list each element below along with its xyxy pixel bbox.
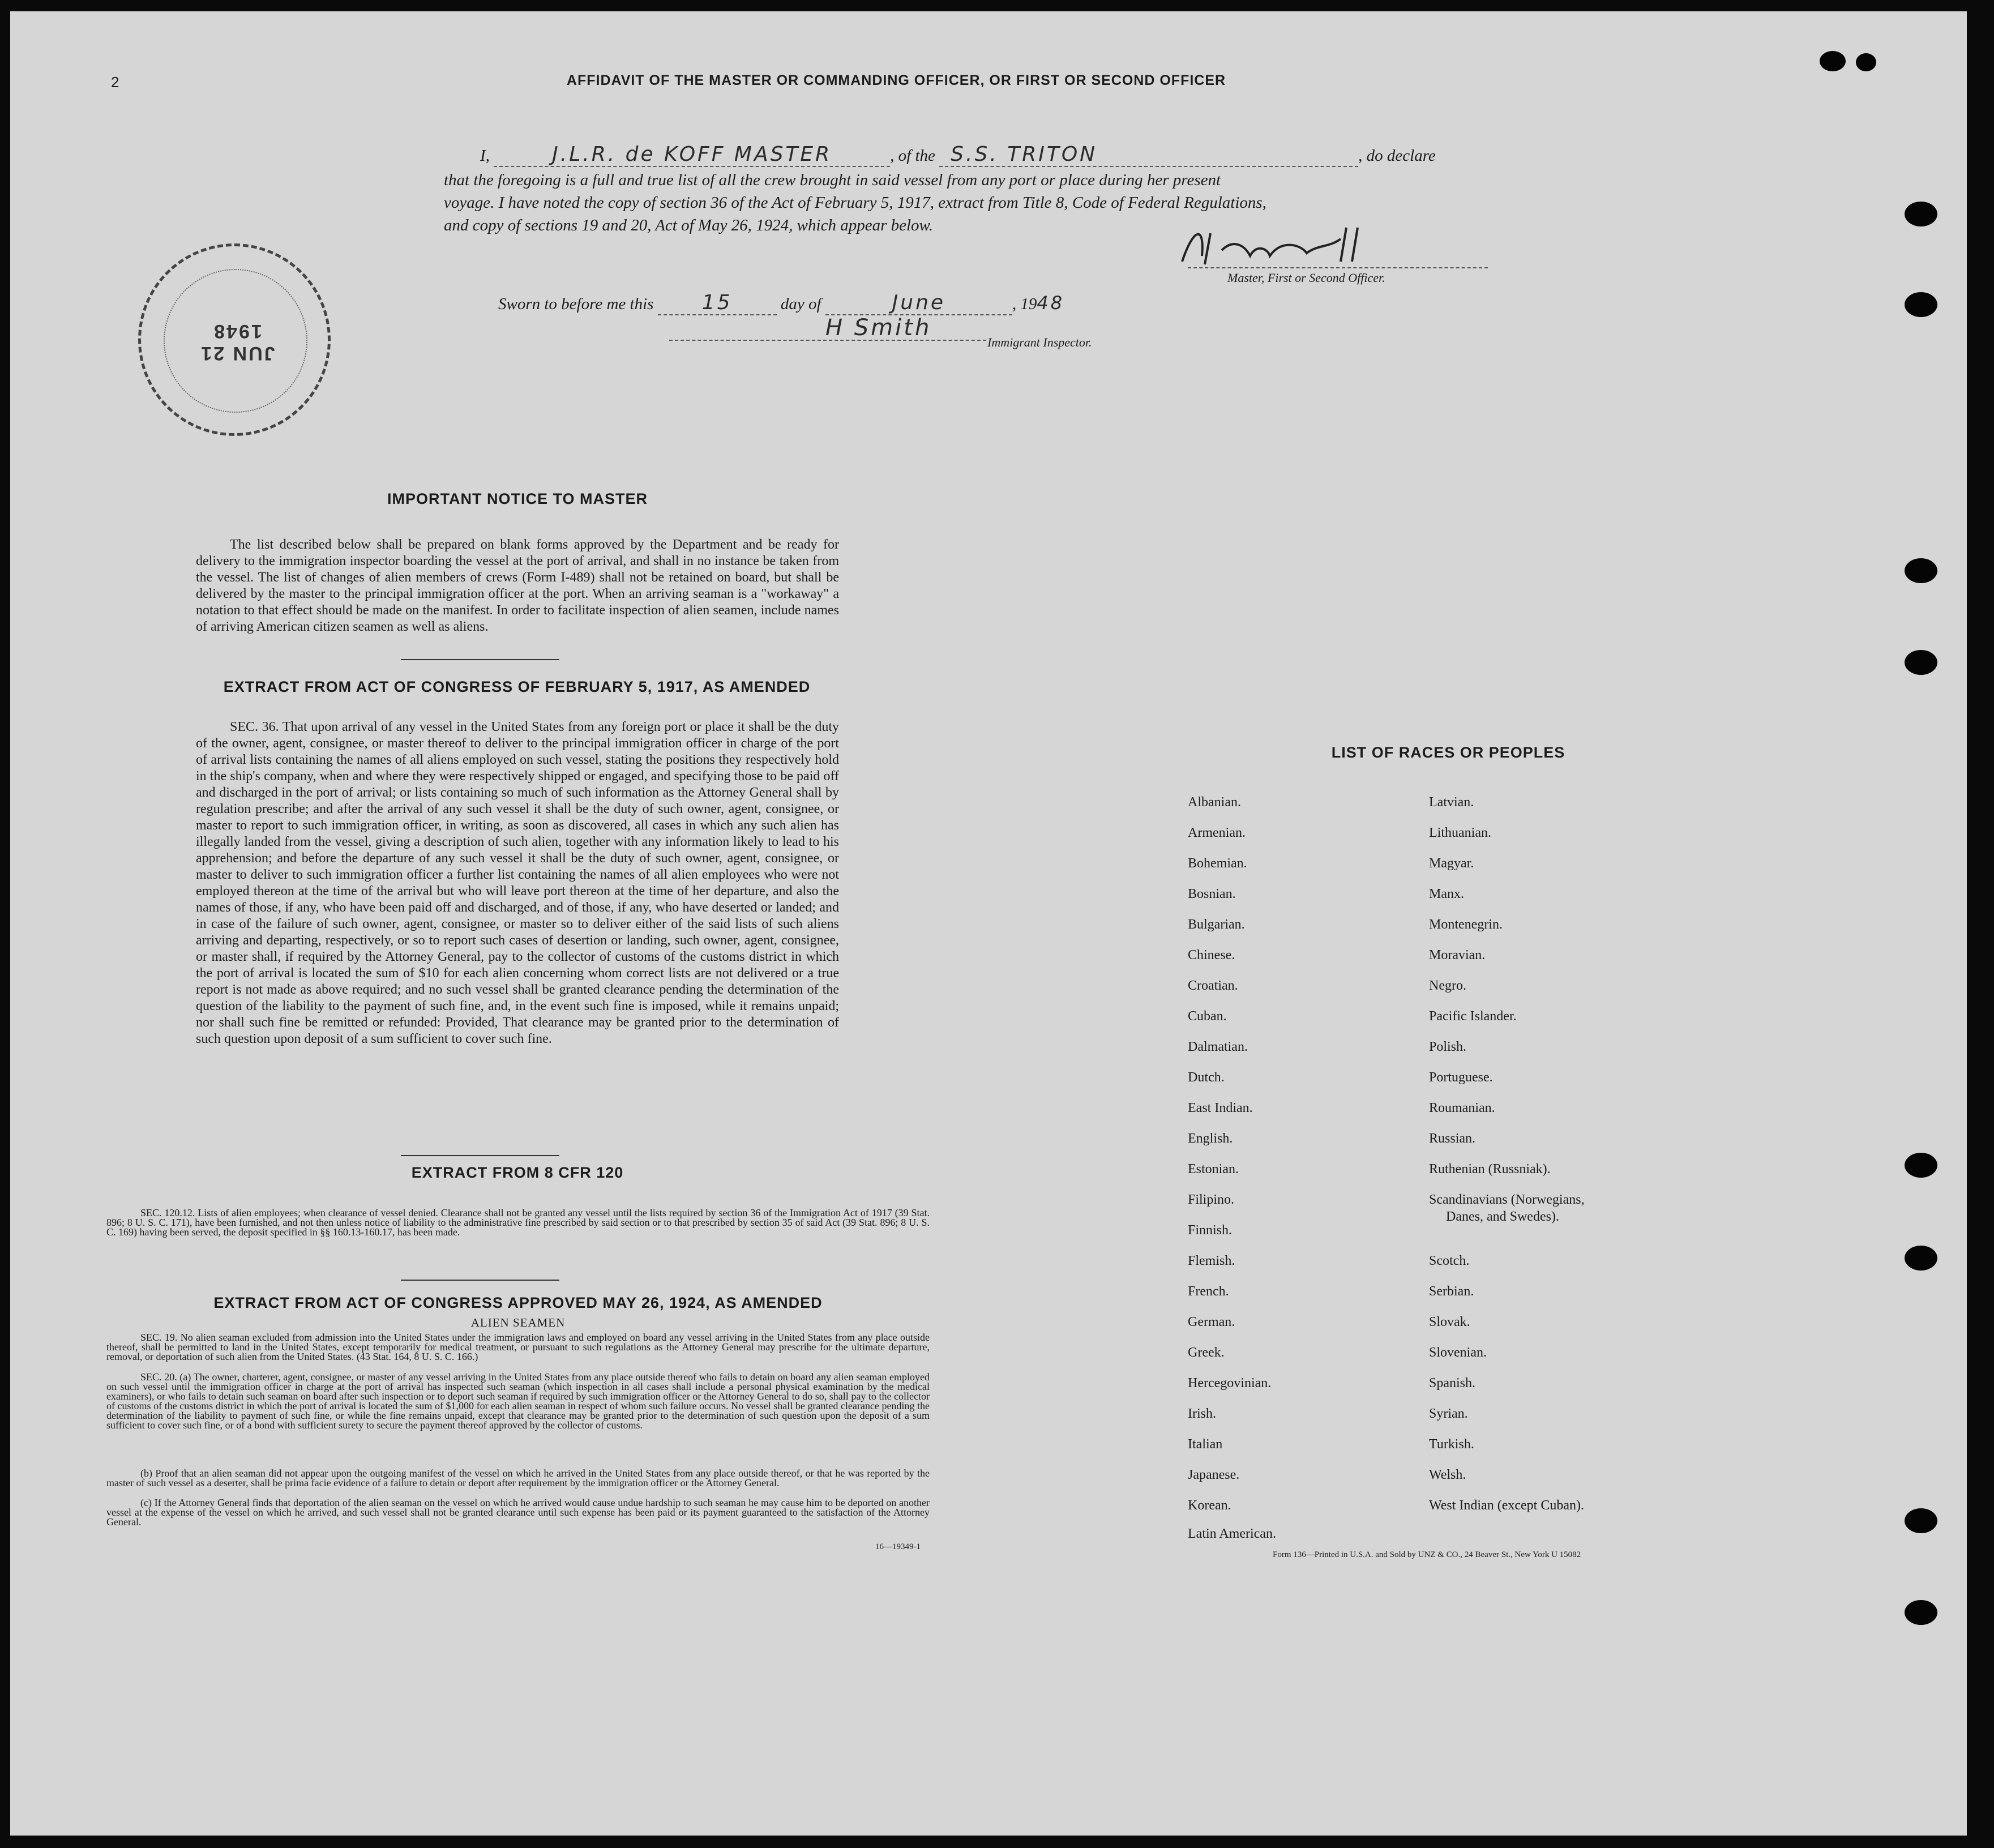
race-item: Flemish.: [1188, 1254, 1235, 1268]
race-item: Croatian.: [1188, 978, 1238, 993]
race-item: West Indian (except Cuban).: [1429, 1498, 1584, 1513]
race-item: Turkish.: [1429, 1437, 1474, 1452]
race-item: Greek.: [1188, 1345, 1225, 1360]
sworn-year: 48: [1037, 292, 1065, 314]
extract-1924-sec20b: (b) Proof that an alien seaman did not appear upon the outgoing manifest of the vessel on which he arrived in the United States from any place outside thereof, or that he was reported by the master of such vessel as a deserter, shall be prima facie evidence of a failure to detain or deport after requirement by the immigration officer or the Attorney General.: [106, 1468, 930, 1488]
race-item: Ruthenian (Russniak).: [1429, 1162, 1551, 1177]
race-item: Portuguese.: [1429, 1070, 1493, 1085]
document-page: [10, 11, 1967, 1836]
divider: [401, 659, 559, 660]
race-item: Slovak.: [1429, 1315, 1470, 1329]
master-signature-line: [1188, 267, 1488, 268]
sworn-line: [498, 291, 1064, 315]
race-item: Danes, and Swedes).: [1446, 1209, 1559, 1224]
year-prefix: , 19: [1012, 295, 1037, 313]
race-item: Korean.: [1188, 1498, 1231, 1513]
race-item: East Indian.: [1188, 1101, 1253, 1115]
race-item: French.: [1188, 1284, 1229, 1299]
punch-hole: [1820, 51, 1846, 71]
race-item: Spanish.: [1429, 1376, 1476, 1391]
races-heading: LIST OF RACES OR PEOPLES: [1331, 744, 1565, 761]
sworn-month: June: [892, 291, 946, 314]
race-item: Welsh.: [1429, 1468, 1466, 1482]
race-item: Scotch.: [1429, 1254, 1470, 1268]
master-signature-caption: Master, First or Second Officer.: [1227, 271, 1385, 285]
extract-1924-sec20a: SEC. 20. (a) The owner, charterer, agent, consignee, or master of any vessel arriving in the United States from any place outside thereof who fails to detain on board any alien seaman employed on such vessel until the immigration officer in charge at the port of arrival has inspected such seaman (which inspection in all cases shall include a personal physical examination by the medical examiners), or who fails to detain such seaman on board after such inspection or to deport such seaman if required by such immigration officer or the Attorney General to do so, shall pay to the collector of customs of the customs district in which the port of arrival is located the sum of $1,000 for each alien seaman in respect of whom such failure occurs. No vessel shall be granted clearance pending the determination of the liability to payment of such fine, or while the fine remains unpaid, except that clearance may be granted prior to the determination of such question upon the deposit of a sum sufficient to cover such fine, or of a bond with sufficient surety to secure the payment thereof approved by the collector of customs.: [106, 1371, 930, 1431]
race-item: Montenegrin.: [1429, 917, 1503, 932]
master-signature: [1171, 222, 1409, 273]
race-item: Finnish.: [1188, 1223, 1233, 1238]
extract-cfr-text: SEC. 120.12. Lists of alien employees; when clearance of vessel denied. Clearance shall not be granted any vessel until the lists required by section 36 of the Immigration Act of 1917 (39 Stat. 896; 8 U. S. C. 171), have been furnished, and not then unless notice of liability to the administrative fine prescribed by said section or to that prescribed by section 35 of said Act (39 Stat. 896; 8 U. S. C. 169) having been served, the deposit specified in §§ 160.13-160.17, has been made.: [106, 1207, 930, 1238]
race-item: Irish.: [1188, 1406, 1216, 1421]
race-item: Manx.: [1429, 887, 1464, 901]
notice-heading: IMPORTANT NOTICE TO MASTER: [387, 490, 648, 507]
punch-hole: [1905, 650, 1937, 675]
race-item: Moravian.: [1429, 948, 1486, 962]
extract-1917-heading: EXTRACT FROM ACT OF CONGRESS OF FEBRUARY 5, 1917, AS AMENDED: [223, 678, 811, 695]
race-item: Armenian.: [1188, 825, 1246, 840]
race-item: Hercegovinian.: [1188, 1376, 1272, 1391]
sworn-label: Sworn to before me this: [498, 295, 654, 313]
punch-hole: [1905, 1153, 1937, 1178]
declaration-body-line-2: voyage. I have noted the copy of section 36 of the Act of February 5, 1917, extract from Title 8, Code of Federal Regulations,: [444, 194, 1266, 212]
race-item: Bohemian.: [1188, 856, 1247, 871]
declaration-body-line-1: that the foregoing is a full and true list of all the crew brought in said vessel from any port or place during her present: [444, 171, 1221, 189]
master-name: J.L.R. de KOFF MASTER: [552, 143, 832, 166]
race-item: Chinese.: [1188, 948, 1235, 962]
document-title: AFFIDAVIT OF THE MASTER OR COMMANDING OFFICER, OR FIRST OR SECOND OFFICER: [566, 72, 1226, 88]
race-item: Polish.: [1429, 1040, 1467, 1054]
vessel-name: S.S. TRITON: [951, 143, 1098, 166]
race-item: Scandinavians (Norwegians,: [1429, 1192, 1585, 1207]
stamp-date: JUN 21 1948: [199, 320, 275, 364]
date-stamp: [138, 243, 331, 436]
race-item: Syrian.: [1429, 1406, 1468, 1421]
punch-hole: [1905, 1508, 1937, 1533]
do-declare-label: , do declare: [1358, 147, 1436, 165]
race-item: Lithuanian.: [1429, 825, 1491, 840]
of-the-label: , of the: [890, 147, 935, 165]
race-item: Serbian.: [1429, 1284, 1474, 1299]
punch-hole: [1905, 292, 1937, 317]
race-item: Slovenian.: [1429, 1345, 1487, 1360]
divider: [401, 1155, 559, 1156]
extract-1924-sec20c: (c) If the Attorney General finds that deportation of the alien seaman on the vessel on which he arrived would cause undue hardship to such seaman he may cause him to be deported on another vessel at the expense of the vessel on which he arrived, and such vessel shall not be granted clearance until such expense has been paid or its payment guaranteed to the satisfaction of the Attorney General.: [106, 1497, 930, 1528]
punch-hole: [1905, 202, 1937, 226]
sworn-day-field: [658, 291, 777, 315]
race-item: Roumanian.: [1429, 1101, 1495, 1115]
extract-1924-subheading: ALIEN SEAMEN: [470, 1316, 566, 1329]
declaration-line: [480, 143, 1522, 167]
race-item: Pacific Islander.: [1429, 1009, 1517, 1024]
inspector-caption: Immigrant Inspector.: [987, 335, 1092, 349]
races-left-column: [1188, 795, 1403, 1555]
race-item: Bosnian.: [1188, 887, 1236, 901]
race-item: English.: [1188, 1131, 1233, 1146]
extract-1924-heading: EXTRACT FROM ACT OF CONGRESS APPROVED MAY 26, 1924, AS AMENDED: [213, 1294, 823, 1311]
punch-hole: [1905, 1600, 1937, 1625]
master-name-field: [494, 143, 890, 167]
form-code: 16—19349-1: [875, 1542, 921, 1551]
races-right-column: [1429, 795, 1689, 1529]
race-item: Russian.: [1429, 1131, 1476, 1146]
race-item: Magyar.: [1429, 856, 1474, 871]
race-item: Italian: [1188, 1437, 1223, 1452]
punch-hole: [1856, 53, 1876, 71]
race-item: Cuban.: [1188, 1009, 1227, 1024]
day-of-label: day of: [780, 295, 821, 313]
i-label: I,: [480, 147, 490, 165]
extract-1917-text: SEC. 36. That upon arrival of any vessel in the United States from any foreign port or place it shall be the duty of the owner, agent, consignee, or master thereof to deliver to the principal immigration officer in charge of the port of arrival lists containing the names of all aliens employed on such vessel, stating the positions they respectively hold in the ship's company, when and where they were respectively shipped or engaged, and specifying those to be paid off and discharged in the port of arrival; or lists containing so much of such information as the Attorney General shall by regulation prescribe; and after the arrival of any such vessel it shall be the duty of such owner, agent, consignee, or master to report to such immigration officer, in writing, as soon as discovered, all cases in which any such alien has illegally landed from the vessel, giving a description of such alien, together with any information likely to lead to his apprehension; and before the departure of any such vessel it shall be the duty of such owner, agent, consignee, or master to deliver to such immigration officer a further list containing the names of all alien employees who were not employed thereon at the time of the arrival but who will leave port thereon at the time of her departure, and also the names of those, if any, who have been paid off and discharged, and of those, if any, who have deserted or landed; and in case of the failure of such owner, agent, consignee, or master so to deliver either of the said lists of such aliens arriving and departing, respectively, or so to report such cases of desertion or landing, such owner, agent, consignee, or master shall, if required by the Attorney General, pay to the collector of customs of the customs district in which the port of arrival is located the sum of $10 for each alien concerning whom correct lists are not delivered or a true report is not made as above required; and no such vessel shall be granted clearance pending the determination of the question of the liability to the payment of such fine, and, in the event such fine is imposed, while it remains unpaid; nor shall such fine be remitted or refunded: Provided, That clearance may be granted prior to the determination of such question upon deposit of a sum sufficient to cover such fine.: [196, 720, 839, 1046]
corner-mark: 2: [111, 74, 119, 91]
race-item: Estonian.: [1188, 1162, 1239, 1177]
race-item: Latin American.: [1188, 1526, 1276, 1541]
sworn-month-field: [825, 291, 1012, 315]
race-item: Negro.: [1429, 978, 1466, 993]
race-item: Dutch.: [1188, 1070, 1225, 1085]
punch-hole: [1905, 1246, 1937, 1270]
declaration-body-line-3: and copy of sections 19 and 20, Act of May 26, 1924, which appear below.: [444, 216, 933, 234]
race-item: Albanian.: [1188, 795, 1241, 810]
extract-cfr-heading: EXTRACT FROM 8 CFR 120: [411, 1164, 624, 1181]
race-item: Bulgarian.: [1188, 917, 1245, 932]
notice-text: The list described below shall be prepared on blank forms approved by the Department and be ready for delivery to the immigration inspector boarding the vessel at the port of arrival, and shall in no instance be taken from the vessel. The list of changes of alien members of crews (Form I-489) shall not be retained on board, but shall be delivered by the master to the principal immigration officer at the port. When an arriving seaman is a "workaway" a notation to that effect should be made on the manifest. In order to facilitate inspection of alien seamen, include names of arriving American citizen seamen as well as aliens.: [196, 537, 839, 634]
divider: [401, 1280, 559, 1281]
printer-line: Form 136—Printed in U.S.A. and Sold by UNZ & CO., 24 Beaver St., New York U 15082: [1273, 1550, 1581, 1559]
inspector-signature: H Smith: [825, 315, 932, 341]
race-item: Filipino.: [1188, 1192, 1235, 1207]
vessel-name-field: [939, 143, 1358, 167]
punch-hole: [1905, 558, 1937, 583]
extract-1924-sec19: SEC. 19. No alien seaman excluded from admission into the United States under the immigration laws and employed on board any vessel arriving in the United States from any place outside thereof, shall be permitted to land in the United States, except temporarily for medical treatment, or pursuant to such regulations as the Attorney General may prescribe for the ultimate departure, removal, or deportation of such alien from the United States. (43 Stat. 164, 8 U. S. C. 166.): [106, 1332, 930, 1362]
race-item: Dalmatian.: [1188, 1040, 1248, 1054]
race-item: Japanese.: [1188, 1468, 1240, 1482]
sworn-day: 15: [701, 291, 733, 314]
race-item: Latvian.: [1429, 795, 1474, 810]
race-item: German.: [1188, 1315, 1235, 1329]
